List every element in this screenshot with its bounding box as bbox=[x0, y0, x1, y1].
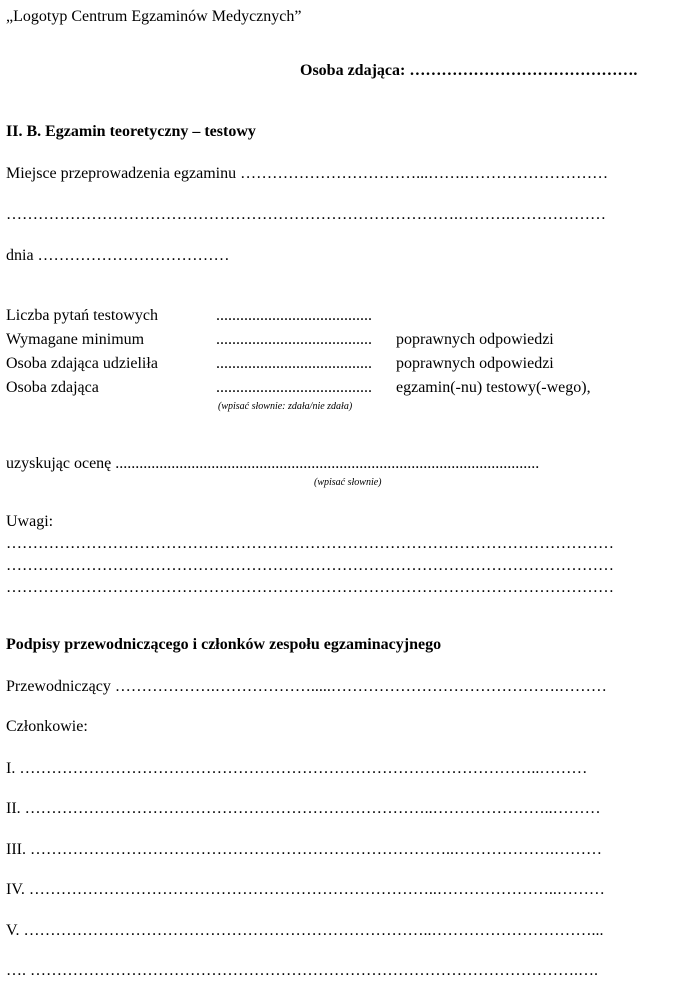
result-label: Wymagane minimum bbox=[6, 331, 145, 348]
result-blank: ....................................... bbox=[216, 331, 372, 348]
chair-signature-line: Przewodniczący ……………….……………….....…………………………………….……… bbox=[6, 678, 607, 695]
exam-date-line: dnia ……………………………… bbox=[6, 247, 230, 264]
result-label: Osoba zdająca bbox=[6, 379, 99, 396]
result-label: Liczba pytań testowych bbox=[6, 307, 158, 324]
grade-line: uzyskując ocenę .......................................................................................................... bbox=[6, 455, 540, 472]
signatures-title: Podpisy przewodniczącego i członków zespołu egzaminacyjnego bbox=[6, 636, 442, 653]
result-suffix: poprawnych odpowiedzi bbox=[396, 355, 554, 372]
grade-hint: (wpisać słownie) bbox=[314, 477, 382, 488]
remarks-line: …………………………………………………………………………………………………… bbox=[6, 535, 614, 552]
members-label: Członkowie: bbox=[6, 718, 88, 735]
remarks-label: Uwagi: bbox=[6, 513, 54, 530]
exam-place-line: Miejsce przeprowadzenia egzaminu ……………………………...…….……………………… bbox=[6, 165, 609, 182]
exam-place-line-continued: ………………………………………………………………………….……….……………… bbox=[6, 206, 606, 223]
result-blank: ....................................... bbox=[216, 355, 372, 372]
member-signature-line: V. …………………………………………………………………..…………………………... bbox=[6, 922, 604, 939]
result-blank: ....................................... bbox=[216, 307, 372, 324]
member-signature-line: IV. …………………………………………………………………..…………………..……… bbox=[6, 881, 605, 898]
member-signature-line: II. …………………………………………………………………..…………………..……… bbox=[6, 800, 601, 817]
member-signature-line: …. ………………………………………………………………………………………….…. bbox=[6, 962, 598, 979]
logo-placeholder-text: „Logotyp Centrum Egzaminów Medycznych” bbox=[6, 8, 302, 25]
member-signature-line: I. ……………………………………………………………………………………..……… bbox=[6, 760, 588, 777]
pass-fail-hint: (wpisać słownie: zdała/nie zdała) bbox=[218, 401, 353, 412]
section-title: II. B. Egzamin teoretyczny – testowy bbox=[6, 123, 256, 140]
candidate-line: Osoba zdająca: ……………………………………. bbox=[300, 62, 638, 79]
remarks-line: …………………………………………………………………………………………………… bbox=[6, 557, 614, 574]
result-blank: ....................................... bbox=[216, 379, 372, 396]
result-label: Osoba zdająca udzieliła bbox=[6, 355, 158, 372]
result-suffix: egzamin(-nu) testowy(-wego), bbox=[396, 379, 591, 396]
result-suffix: poprawnych odpowiedzi bbox=[396, 331, 554, 348]
member-signature-line: III. ……………………………………………………………………..……………….……… bbox=[6, 841, 602, 858]
remarks-line: …………………………………………………………………………………………………… bbox=[6, 579, 614, 596]
